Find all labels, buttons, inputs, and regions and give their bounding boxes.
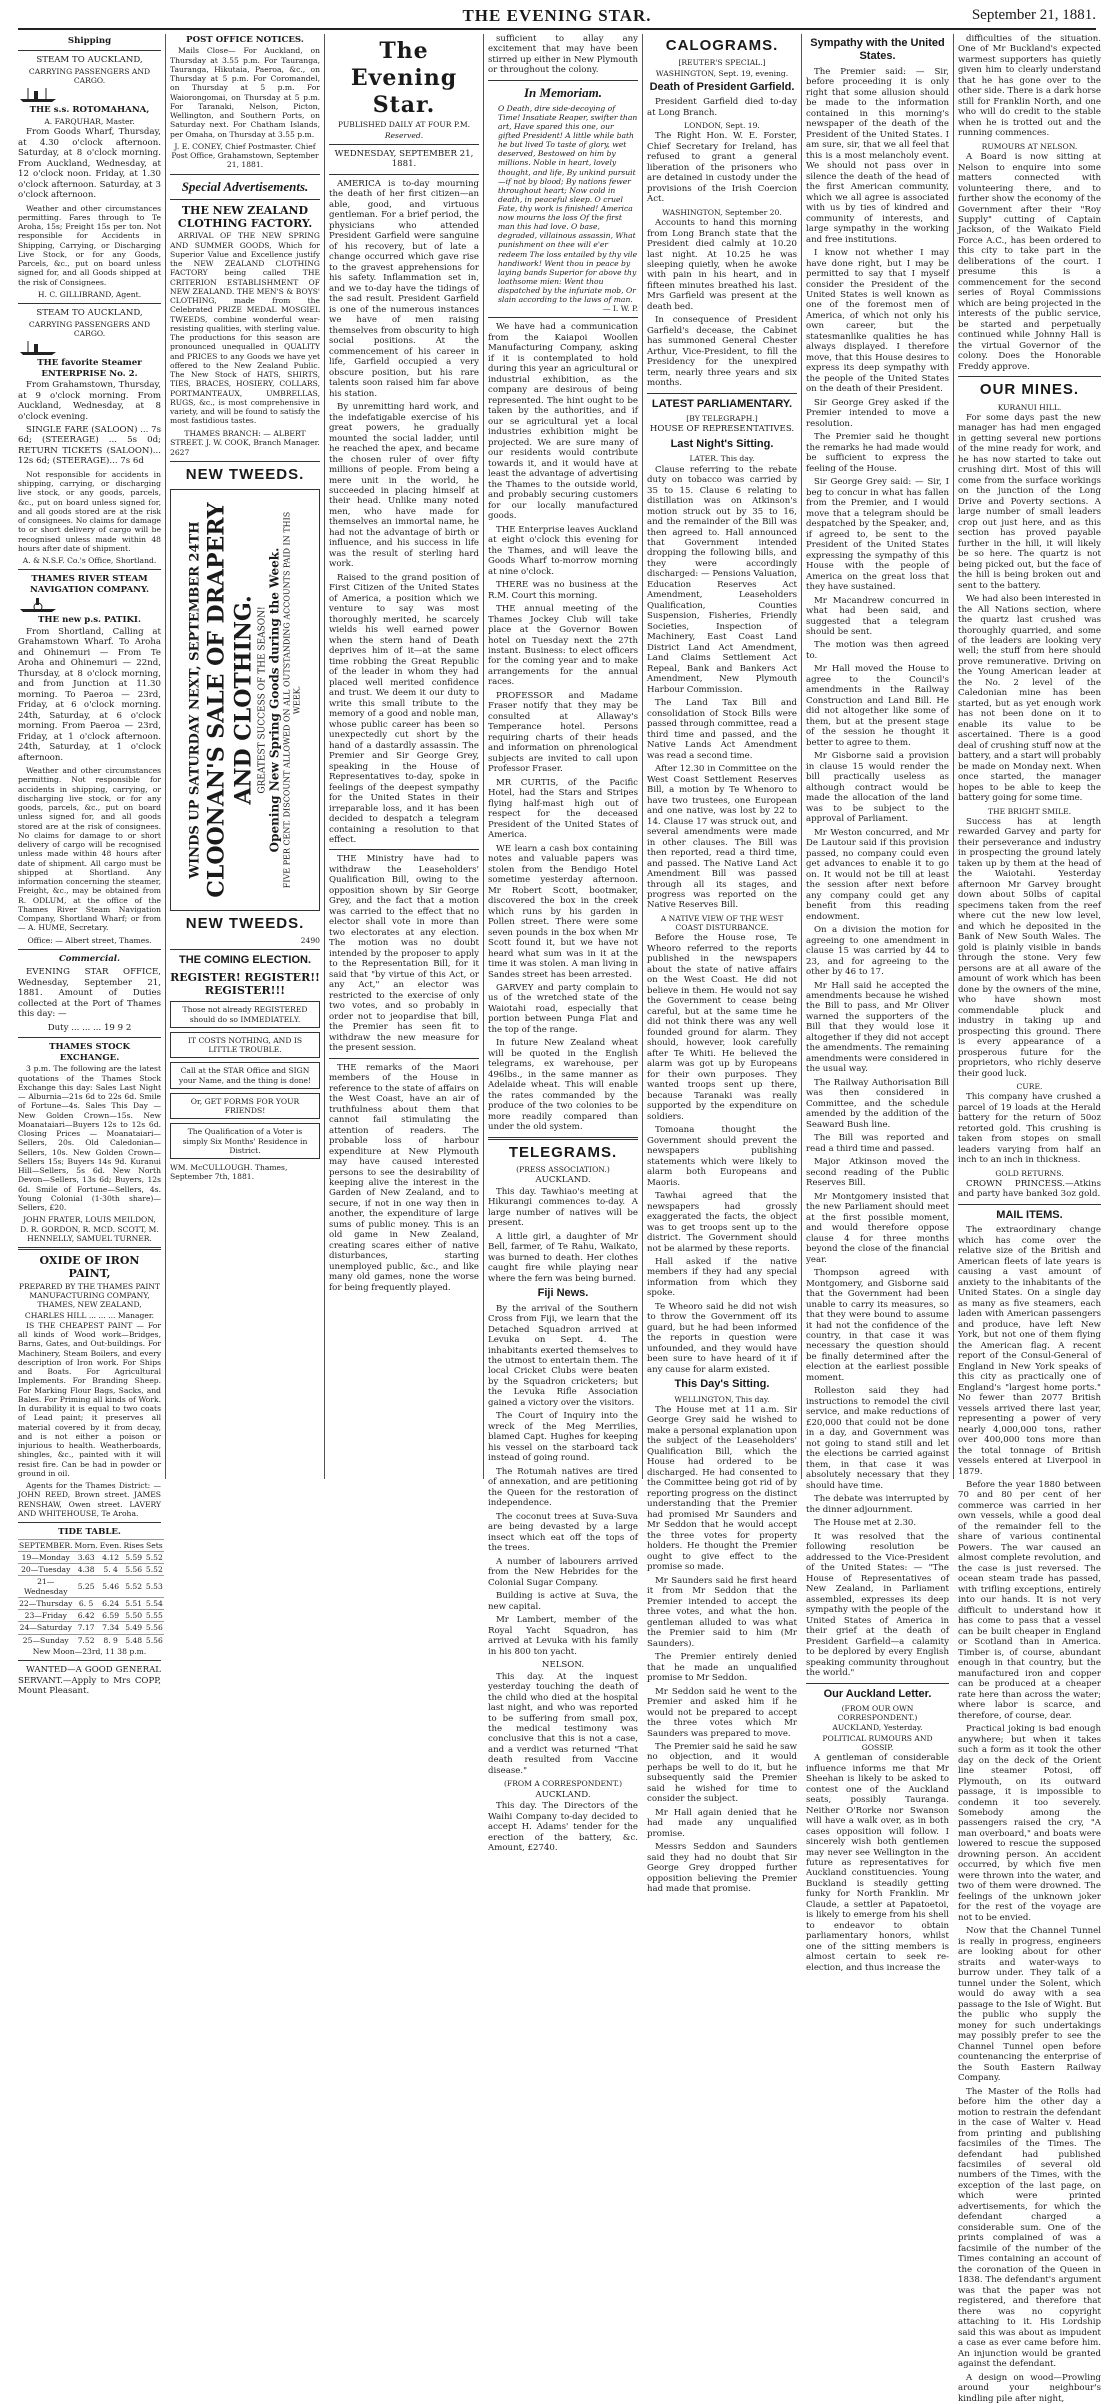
subheading: POLITICAL RUMOURS AND GOSSIP. [822,1733,933,1752]
article-paragraph: Now that the Channel Tunnel is really in progress, engineers are looking about for other straits and water-ways to burrow under. They talk of a tunnel under the Solent, which would do away with a sea passage to the Isle of Wight. But the public who supply the money for such undertakings may possibly prefer to see the Channel Tunnel open before countenancing the enterprise of the South Eastern Railway Company. [958,1926,1101,2084]
register-notice: The Qualification of a Voter is simply Six Months' Residence in District. [170,1123,320,1159]
parliament-paragraph: Hall asked if the native members if they had any special information from which they spoke. [647,1256,797,1299]
parliament-paragraph: After 12.30 in Committee on the West Coast Settlement Reserves Bill, a motion by Te Whenoro to have two trustees, one European and one native, was lost by 22 to 14. Clause 17 was struck out, and several amendments were made in other clauses. The Bill was then reported, read a third time, and passed. The Native Land Act Amendment Bill was passed through all its stages, and progress was reported on the Native Reserves Bill. [647,764,797,911]
article-paragraph: sufficient to allay any excitement that may have been stirred up either in New Plymouth or throughout the colony. [488,34,638,76]
cable-paragraph: In consequence of President Garfield's decease, the Cabinet has summoned General Chester Arthur, Vice-President, to fill the Presidency for the unexpired term, nearly three years and six months. [647,315,797,389]
article-paragraph: I know not whether I may have done right, but I may be permitted to say that I myself consider the President of the United States is well known as one of the foremost men of America, of which not only his own career, but the statesmanlike qualities he has always displayed. I therefore move, that this House desires to express its deep sympathy with the people of the United States on the death of their President. [806,248,949,395]
ad-number: 2490 [300,936,320,945]
parliament-paragraph: The Premier said he said he saw no objection, and it would perhaps be well to do it, but he subsequently said the Premier said he wished for time to consider the subject. [647,1741,797,1805]
article-paragraph: Mr Hall said he accepted the amendments because he wished the Bill to pass, and Mr Oliver warned the supporters of the Bill that they would lose it altogether if they did not accept the amendments. The remaining amendments were considered in the usual way. [806,980,949,1075]
table-row: 22—Thursday 6. 5 6.24 5.51 5.54 [19,1598,163,1608]
table-row: 19—Monday 3.63 4.12 5.59 5.52 [18,1551,164,1563]
dateline: WELLINGTON, This day. [674,1394,770,1404]
register-notice: IT COSTS NOTHING, AND IS LITTLE TROUBLE. [170,1032,320,1059]
column-rule [165,34,166,1479]
article-paragraph: Before the year 1880 between 70 and 80 per cent of her commerce was carried in her own vessels, while a good deal of the remainder fell to the share of various continental Powers. The war caused an almost complete revolution, and the case is just reversed. The ocean steam trade has passed, with trifling exceptions, entirely into our hands. It is not very difficult to understand how it has come to pass that a vessel can be built cheaper in England or Scotland than in America. Timber is, of course, abundant enough in that country, but the manufactured iron and copper can be produced at a cheaper rate here than across the water; where labor is scarce, and therefore, of course, dear. [958,1479,1101,1721]
register-banner: REGISTER! REGISTER!! REGISTER!!! [170,970,320,998]
article-paragraph: Mr Weston concurred, and Mr De Lautour said if this provision passed, no company could even get advances to enable it to go on. It would not be till at least the session after next before any company could get any benefit from this reading endowment. [806,827,949,922]
special-ads-heading: Special Advertisements. [181,178,309,194]
sale-dates: WINDS UP SATURDAY NEXT, SEPTEMBER 24TH [187,521,203,879]
ship-master: A. FARQUHAR, Master. [44,116,135,126]
article-paragraph: Success has at length rewarded Garvey and party for their perseverance and industry in prospecting the ground lately taken up by them at the head of the Waiotahi. Yesterday afternoon Mr Garvey brought down about 50lbs of capital specimens taken from the reef where cut the new low level, and which he deposited in the Bank of New South Wales. The gold is plainly visible in bands through the stone. Very few persons are at all aware of the amount of work which has been done by the owners of the mine, who have shown most commendable pluck and industry in taking up and prospecting this ground. There is every appearance of a prosperous future for the proprietors, who richly deserve their good luck. [958,816,1101,1079]
garfield-death-heading: Death of President Garfield. [649,80,795,93]
notes-text: Weather and other circumstances permitting. Not responsible for accidents in shipping, carrying, or discharging live stock, or for any goods, parcels, &c., put on board unless signed for, and all goods stored are at the risk of consignees. No claims for damage to or short delivery of cargo will be recognised unless made within 48 hours after date of shipment. All cargo must be shipped at Shortland. Any information concerning the steamer, Freight, &c., may be obtained from R. ODLUM, at the office of the Thames River Steam Navigation Company, Shortland Wharf; or from — A. HUME, Secretary. [18,766,161,933]
article-paragraph: The motion was then agreed to. [806,640,949,661]
editorial-paragraph: THE Ministry have had to withdraw the Leaseholders' Qualification Bill, owing to the opposition shown by Sir George Grey, and the fact that a motion was carried to the effect that no elector shall vote in more than two electorates at any election. The motion was no doubt intended by the proposer to apply to the Representation Bill, for it said that "by virtue of this Act, or any Act," an elector was restricted to the exercise of only two votes, and so probably in order not to jeopardise that bill, the Premier has seen fit to withdraw the new measure for the present session. [329,854,479,1054]
correspondent-note: (FROM A CORRESPONDENT.) [503,1779,623,1789]
sale-opening: Opening New Spring Goods during the Week. [268,547,283,853]
poem-signature: — I. W. P. [602,304,638,314]
dateline-city: NELSON. [541,1660,585,1671]
sale-discount: FIVE PER CENT. DISCOUNT ALLOWED ON ALL OUTSTANDING ACCOUNTS PAID IN THIS WEEK. [282,511,302,888]
paint-agents: Agents for the Thames District: — JOHN REED, Brown street. JAMES RENSHAW, Owen street. LAVERY AND WHITEHOUSE, Te Aroha. [18,1481,161,1518]
clothing-factory-text: ARRIVAL OF THE NEW SPRING AND SUMMER GOODS, Which for Superior Value and Excellence justify the NEW ZEALAND CLOTHING FACTORY being called THE CRITERION ESTABLISHMENT OF NEW ZEALAND. THE MEN'S & BOYS' CLOTHING, made from the Celebrated PRIZE MEDAL MOSGIEL TWEEDS, combine wonderful wear-resisting qualities, with sterling value. The productions for this season are pronounced unequalled in QUALITY and PRICES to any Goods we have yet offered to the New Zealand Public. The New Stock of HATS, SHIRTS, TIES, BRACES, HOSIERY, COLLARS, PORTMANTEAUX, UMBRELLAS, RUGS, &c., is most comprehensive in variety, and will be found to satisfy the most fastidious tastes. [170,231,320,426]
notes-text: Not responsible for accidents in shipping, carrying, or discharging live stock, or any goods, parcels, &c., put on board unless signed for, and all goods stored are at the risk of consignees. No claims for damage to or short delivery of cargo will be recognised unless made within 48 hours after date of shipment. [18,469,161,553]
article-paragraph: Mr Hall moved the House to agree to the Council's amendments in the Railway Construction and Land Bill. He did not altogether like some of them, but at the present stage of the session he thought it better to agree to them. [806,664,949,748]
post-office-heading: POST OFFICE NOTICES. [186,35,304,45]
editorial-paragraph: Raised to the grand position of First Citizen of the United States of America, a position which we venture to say was most thoroughly merited, he scarcely wields his well earned power when the stern hand of Death deprives him of it—at the same time robbing the Great Republic of the leader in whom they had placed well merited confidence and trust. We deem it our duty to write this small tribute to the memory of a good and noble man, whose public career has been so unexpectedly cut short by the hand of a dastardly assassin. The Premier and Sir George Grey, speaking in the House of Representatives to-day, spoke in feelings of the deepest sympathy for the United States in their irreparable loss, and it has been decided to despatch a telegram containing a resolution to that effect. [329,572,479,845]
article-paragraph: In future New Zealand wheat will be quoted in the English telegrams, ex warehouse, per 496lbs., in the same manner as Adelaide wheat. This will enable the rates commanded by the produce of the two colonies to be more readily compared than under the old system. [488,1038,638,1133]
parliament-paragraph: Mr Hall again denied that he had made any unqualified promise. [647,1807,797,1839]
article-paragraph: THE annual meeting of the Thames Jockey Club will take place at the Governor Bowen hotel on Tuesday next the 27th instant. Business: to elect officers for the coming year and to make arrangements for the annual races. [488,604,638,688]
article-paragraph: On a division the motion for agreeing to one amendment in clause 15 was carried by 44 to 23, and for agreeing to the other by 46 to 17. [806,925,949,978]
steamship-icon [18,87,161,103]
tide-table-header: SEPTEMBER. Morn. Even. Rises Sets [19,1540,163,1550]
parliament-paragraph: The Premier entirely denied that he made an unqualified promise to Mr Seddon. [647,1652,797,1684]
table-row: 20—Tuesday 4.38 5. 4 5.56 5.52 [18,1564,164,1576]
ship-name: THE new p.s. PATIKI. [38,615,141,626]
sale-title: CLOONAN'S SALE OF DRAPERY [203,502,230,898]
telegram-paragraph: A little girl, a daughter of Mr Bell, farmer, of Te Rahu, Waikato, was burned to death. Her clothes caught fire while playing near where the fern was being burned. [488,1231,638,1284]
column-7 [958,34,1101,2404]
cable-paragraph: The Right Hon. W. E. Forster, Chief Secretary for Ireland, has refused to grant a general liberation of the prisoners who are detained in custody under the provisions of the Irish Coercion Act. [647,131,797,205]
house-heading: HOUSE OF REPRESENTATIVES. [649,424,795,435]
schedule-text: From Goods Wharf, Thursday, at 4.30 o'clock afternoon. Saturday, at 8 o'clock morning. From Auckland, Wednesday, at 12 o'clock noon. Friday, at 1.30 o'clock afternoon. Saturday, at 3 o'clock afternoon. [18,127,161,201]
telegram-paragraph: This day. The Directors of the Waihi Company to-day decided to accept H. Adams' tender for the erection of the battery, &c. Amount, £2740. [488,1801,638,1854]
paddle-steamer-icon [18,597,161,613]
article-paragraph: Sir George Grey said: — Sir, I beg to concur in what has fallen from the Premier, and I would move that a telegram should be despatched by the Speaker, and, if agreed to, be sent to the President of the United States expressing the sympathy of this House with the people of America on the great loss that they have sustained. [806,477,949,593]
paint-manager: CHARLES HILL ... ... ... Manager. [24,1310,155,1320]
telegram-paragraph: By the arrival of the Southern Cross from Fiji, we learn that the Detached Squadron arrived at Levuka on Sept. 4. The inhabitants exerted themselves to the utmost to entertain them. The local Cricket Clubs were beaten by the Squadron cricketers; but the Levuka Rifle Association gained a victory over the visitors. [488,1303,638,1408]
schedule-text: From Grahamstown, Thursday, at 9 o'clock morning. From Auckland, Wednesday, at 8 o'clock evening. [18,380,161,422]
article-paragraph: We have had a communication from the Kaiapoi Woollen Manufacturing Company, asking if it is contemplated to hold during this year an agricultural or industrial exhibition, as the company are desirous of being represented. The hint ought to be taken by the authorities, and if our se agricultural yet a local industries exhibition might be projected. We are sure many of our residents would contribute towards it, and it would have at least the advantage of advertising the Thames to the outside world, and probably securing customers for our locally manufactured goods. [488,322,638,522]
fiji-heading: Fiji News. [537,1287,589,1300]
brokers-list: JOHN FRATER, LOUIS MEILDON, D. R. GORDON, R. MCD. SCOTT, M. HENNELLY, SAMUEL TURNER. [20,1215,159,1243]
cloonan-sale-ad [170,489,320,911]
column-rule [953,34,954,1479]
article-paragraph: For some days past the new manager has had men engaged in getting several new portions of the mine ready for work, and he has now started to take out crushing dirt. Most of this will come from the surface workings on the junction of the Long Drive and Poverty sections. A large number of small leaders crop out just here, and as this section has proved payable further in the hill, it will likely be so here. The quartz is not being picked out, but the face of the hill is being broken out and sent to the battery. [958,412,1101,591]
stock-exchange-text: 3 p.m. The following are the latest quotations of the Thames Stock Exchange this day: Sales Last Night — Alburnia—21s 6d to 22s 6d. Smile of Fortune—4s. Sales This Day — New Golden Crown—15s. New Moanataiari—Buyers 12s to 12s 6d. Closing Prices — Moanataiari—Sellers, 20s. Old Caledonian—Sellers, 10s. New Golden Crown—Sellers 15s; Buyers 14s 9d. Kuranui Hill—Sellers, 5s 6d. New North Devon—Sellers, 13s 6d; Buyers, 12s 6d. Smile of Fortune—Sellers, 4s. Young Colonial (1-30th share)—Sellers, £20. [18,1064,161,1213]
sale-subtitle: AND CLOTHING. [230,595,257,805]
telegram-paragraph: The Rotumah natives are tired of annexation, and are petitioning the Queen for the restoration of independence. [488,1466,638,1509]
reuter-note: [REUTER'S SPECIAL.] [678,58,766,68]
branch-address: THAMES BRANCH: — ALBERT STREET. J. W. COOK, Branch Manager. [170,428,320,447]
paint-ad-subtitle: PREPARED BY THE THAMES PAINT MANUFACTURING COMPANY, THAMES, NEW ZEALAND, [18,1281,161,1310]
dateline: LATER. This day. [689,454,755,464]
office-address: Office: — Albert street, Thames. [27,935,152,945]
wanted-ad: WANTED—A GOOD GENERAL SERVANT.—Apply to Mrs COPP, Mount Pleasant. [18,1665,161,1697]
article-paragraph: WE learn a cash box containing notes and valuable papers was stolen from the Bendigo Hotel sometime yesterday afternoon. Mr Robert Scott, bootmaker, discovered the box in the creek which runs by his garden in Pollen street. There were some seven pounds in the box when Mr Scott found it, but we have not heard what sum was in it at the time it was stolen. A man living in Sandes street has been arrested. [488,843,638,980]
stock-exchange-heading: THAMES STOCK EXCHANGE. [49,1042,130,1063]
article-paragraph: This company have crushed a parcel of 19 loads at the Herald battery for the return of 50oz retorted gold. This crushing is taken from stopes on small leaders varying from half an inch to an inch in thickness. [958,1092,1101,1166]
dateline: WASHINGTON, Sept. 19, evening. [655,68,789,78]
tide-table [18,1539,164,1646]
ship-name: THE s.s. ROTOMAHANA, [29,105,150,116]
new-tweeds-heading: NEW TWEEDS. [185,466,305,484]
column-5 [647,34,797,1895]
parliament-paragraph: The House met at 11 a.m. Sir George Grey said he wished to make a personal explanation upon the subject of the Leaseholders' Qualification Bill, which the House had ordered to be discharged. He had consented to the Committee being got rid of by reporting progress on the distinct understanding that the Premier had promised Mr Saunders and Mr Seddon that he would accept the three votes for property holders. He thought the Premier ought to give effect to the promise so made. [647,1404,797,1573]
dateline-city: AUCKLAND. [535,1175,591,1186]
parliament-paragraph: Mr Seddon said he went to the Premier and asked him if he would not be prepared to accept the three votes which Mr Saunders was prepared to move. [647,1686,797,1739]
article-paragraph: The Premier said: — Sir, before proceeding it is only right that some allusion should be made to the information contained in this morning's newspaper of the death of the President of the United States. I am sure, sir, that we all feel that this is a most melancholy event. We should not pass over in silence the death of the head of the first American community, which we all agree is associated with us by ties of kindred and community of interests, and large sympathy in the working and free institutions. [806,66,949,245]
column-2 [170,34,320,1479]
telegram-paragraph: This day. At the inquest yesterday touching the death of the child who died at the hospital last night, and who was reported to be suffering from small pox, the medical testimony was conclusive that this is not a case, and a verdict was returned "That death resulted from Vaccine disease." [488,1671,638,1776]
table-row: 21—Wednesday 5.25 5.46 5.52 5.53 [18,1576,164,1598]
article-paragraph: GARVEY and party complain to us of the wretched state of the Waiotahi road, especially that portion between Punga Flat and the top of the range. [488,983,638,1035]
column-1 [18,34,163,1697]
column-3 [329,34,479,1479]
auckland-letter-heading: Our Auckland Letter. [823,1687,932,1700]
sympathy-heading: Sympathy with the United States. [810,37,945,63]
memoriam-heading: In Memoriam. [523,84,602,100]
telegram-paragraph: A number of labourers arrived from the New Hebrides for the Colonial Sugar Company. [488,1556,638,1588]
header-date: September 21, 1881. [971,7,1096,23]
dateline-city: AUCKLAND. [535,1789,591,1800]
paint-ad-title: OXIDE OF IRON PAINT, [39,1254,140,1281]
dateline: LONDON, Sept. 19. [684,121,760,131]
schedule-text: From Shortland, Calling at Grahamstown Wharf. To Aroha and Ohinemuri — From Te Aroha and Ohinemuri — 22nd, Thursday, at 8 o'clock morning, and from Junction at 11.30 morning. To Paeroa — 23rd, Friday, at 6 o'clock morning. 24th, Saturday, at 6 o'clock morning. From Paeroa — 23rd, Friday, at 1 o'clock afternoon. 24th, Saturday, at 1 o'clock afternoon. [18,626,161,763]
new-tweeds-heading: NEW TWEEDS. [185,914,305,932]
page-header [18,4,1096,30]
paint-ad-text: IS THE CHEAPEST PAINT — For all kinds of Wood work—Bridges, Barns, Gates, and Out-buildings. For Machinery, Steam Boilers, and every description of Iron work. For Ships and Boats. For Agricultural Implements. For Branding Sheep. For Marking Flour Bags, Sacks, and Bales. For Priming all kinds of Work. In durability it is equal to two coats of Lead paint; it preserves all material covered by it from decay, and is not either a poison or injurious to health. Weatherboards, shingles, &c., painted with it will resist fire. Can be had in powder or ground in oil. [18,1320,161,1478]
article-paragraph: The Premier said he thought the remarks he had made would be sufficient to express the feeling of the House. [806,432,949,474]
article-paragraph: Thompson agreed with Montgomery, and Gisborne said that the Government had been unable to carry its measures, so that they were bound to assume it had not the confidence of the country, in that case it was necessary the question should be finally determined after the election at the earliest possible moment. [806,1268,949,1383]
column-rule [801,34,802,1479]
notes-text: Weather and other circumstances permitting. Fares through to Te Aroha, 15s; Freight 15s per ton. Not responsible for Accidents in Shipping, Carrying, or Discharging Live Stock, or for any Goods, Parcels, &c., put on board unless signed for, and all Goods shipped at the risk of Consignees. [18,203,161,287]
agent-name: A. & N.S.F. Co.'s Office, Shortland. [22,556,157,566]
editorial-paragraph: THE remarks of the Maori members of the House in reference to the state of affairs on the West Coast, have an air of truthfulness about them that cannot fail stimulating the attention of readers. The probable loss of harbour expenditure at New Plymouth may have caused interested persons to see the desirability of keeping alive the interest in the Garden of New Zealand, and to secure, if not in one way then in another, the expenditure of large sums of public money. This is an old game in New Zealand, creating scares either of native disturbances, starting unemployed public, &c., and like many old games, none the worse for being frequently played. [329,1062,479,1293]
editorial-paragraph: By unremitting hard work, and the indefatigable exercise of his great powers, he gradually mounted the social ladder, until he reached the apex, and became the chosen ruler of over fifty millions of people. From being a mere unit in the world, he succeeded in placing himself at their head. Unlike many noted men, who have made for themselves an immortal name, he had not the advantage of birth or influence, and his success in life was the result of sterling hard work. [329,402,479,570]
parliament-paragraph: Clause referring to the rebate duty on tobacco was carried by 35 to 15. Clause 6 relating to distillation was on Atkinson's motion struck out by 35 to 16, and the remainder of the Bill was then agreed to. Hall announced that Government intended dropping the following bills, and they were accordingly discharged: — Pensions Valuation, Education Reserves Act Amendment, Leaseholders Qualification, Counties Suspension, Fisheries, Friendly Societies, Inspection of Machinery, East Coast Land District Land Act Amendment, Land Claims Settlement Act Repeal, Bank and Bankers Act Amendment, New Plymouth Harbour Commission. [647,464,797,695]
article-paragraph: Mr Gisborne said a provision in clause 15 would render the bill practically useless as although contract would be made the allocation of the land was to be subject to the approval of Parliament. [806,751,949,825]
postmaster-sign: J. E. CONEY, Chief Postmaster. Chief Post Office, Grahamstown, September 21, 1881. [171,141,319,170]
election-heading: THE COMING ELECTION. [179,954,311,967]
telegram-paragraph: The Court of Inquiry into the wreck of the Meg Merrilies, blamed Capt. Hughes for keeping his vessel on the starboard tack instead of going round. [488,1411,638,1464]
last-night-heading: Last Night's Sitting. [670,437,774,450]
parliament-paragraph: Tawhai agreed that the newspapers had grossly exaggerated the facts, the object was to get troops sent up to the district. The Government should not be alarmed by these reports. [647,1191,797,1254]
shipping-heading: Shipping [67,36,112,46]
article-paragraph: The Master of the Rolls had before him the other day a motion to restrain the defendant in the case of Walter v. Head from printing and publishing facsimiles of the Times. The defendant had published facsimiles of several old numbers of the Times, with the exception of the last page, on which were printed advertisements, for which the defendant charged a considerable sum. One of the prints complained of was a facsimile of the number of the Times containing an account of the coronation of the Queen in 1838. The defendant's argument was that the paper was not registered, and therefore that there was no copyright attaching to it. His Lordship said this was about as impudent a case as ever came before him. An injunction would be granted against the defendant. [958,2086,1101,2370]
dateline: AUCKLAND, Yesterday. [832,1723,923,1733]
table-row: 25—Sunday 7.52 8. 9 5.48 5.56 [18,1634,164,1646]
mines-heading: OUR MINES. [979,381,1080,399]
subheading: GOLD RETURNS. [995,1168,1064,1178]
ad-number: 2627 [170,448,190,458]
sale-tagline: GREATEST SUCCESS OF THE SEASON! [257,606,268,794]
agent-name: H. C. GILLIBRAND, Agent. [37,289,142,299]
this-day-heading: This Day's Sitting. [674,1378,770,1391]
newspaper-title: The Evening Star. [350,38,458,118]
ad-title: STEAM TO AUCKLAND, [36,55,143,66]
mail-items-heading: MAIL ITEMS. [996,1208,1063,1221]
tide-table-heading: TIDE TABLE. [58,1527,121,1538]
ship-name: THE favorite Steamer ENTERPRISE No. 2. [37,358,142,379]
column-rule [642,34,643,1479]
article-paragraph: THE Enterprise leaves Auckland at eight o'clock this evening for the Thames, and will leave the Goods Wharf to-morrow morning at nine o'clock. [488,524,638,577]
duty-amount: Duty ... ... ... 19 9 2 [47,1022,132,1033]
telegram-paragraph: Building is active at Suva, the new capital. [488,1591,638,1612]
article-paragraph: CROWN PRINCESS.—Atkins and party have banked 3oz gold. [958,1178,1101,1200]
article-paragraph: We had also been interested in the All Nations section, where the quartz last crushed was thoroughly quarried, and some of the leaders are looking very well; the stuff from here should prove remunerative. Driving on the Young American leader at the No. 2 level of the Caledonian mine has been started, but as yet enough work has not been done on it to enable its value to be ascertained. There is a good deal of crushing stuff now at the battery, and a start will probably be made on Monday next. When once started, the manager hopes to be able to keep the battery going for some time. [958,594,1101,804]
parliament-paragraph: Messrs Seddon and Saunders said they had no doubt that Sir George Grey dropped further opposition believing the Premier had made that promise. [647,1842,797,1895]
commercial-heading: Commercial. [58,953,121,964]
subheading: KURANUI HILL. [997,402,1062,412]
calograms-heading: CALOGRAMS. [665,37,779,54]
cable-paragraph: Accounts to hand this morning from Long Branch state that the President died calmly at 10.20 last night. At 10.25 he was sleeping quietly, when he awoke with pain in his heart, and in fifteen minutes breathed his last. Mrs Garfield was present at the death bed. [647,218,797,312]
register-sign: WM. McCULLOUGH. Thames, September 7th, 1881. [170,1163,288,1182]
register-notice: Or, GET FORMS FOR YOUR FRIENDS! [170,1093,320,1120]
article-paragraph: MR CURTIS, of the Pacific Hotel, had the Stars and Stripes flying half-mast high out of respect for the deceased President of the United States of America. [488,777,638,841]
table-row: 24—Saturday 7.17 7.34 5.49 5.56 [19,1623,163,1633]
parliament-paragraph: Before the House rose, Te Wheoro referred to the reports published in the newspapers about the state of native affairs on the West Coast. He did not believe in them. He would not say the Government to cease being careful, but at the same time he did not think there was any well founded ground for alarm. They should, however, look carefully after Te Whiti. He believed the alarm was got up by Europeans for their own purposes. They wanted troops sent up there, because Taranaki was really supported by the expenditure on soldiers. [647,933,797,1122]
subheading: THE BRIGHT SMILE. [987,806,1072,816]
parliament-paragraph: The Land Tax Bill and consolidation of Stock Bills were passed through committee, read a third time and passed, and the Native Lands Act Amendment was read a second time. [647,698,797,761]
cable-paragraph: President Garfield died to-day at Long Branch. [647,97,797,118]
subheading: RUMOURS AT NELSON. [981,141,1078,151]
article-paragraph: The debate was interrupted by the dinner adjournment. [806,1494,949,1515]
publication-note: PUBLISHED DAILY AT FOUR P.M. [337,120,471,130]
article-paragraph: difficulties of the situation. One of Mr Buckland's expected warmest supporters has quietly given him to clearly understand that he has gone over to the other side. There is a dark horse still for Franklin North, and one who will do credit to the stable when he is trotted out and the running commences. [958,34,1101,139]
column-6 [806,34,949,1973]
clothing-factory-title: THE NEW ZEALAND CLOTHING FACTORY. [177,203,313,230]
column-rule [324,34,325,1479]
parliament-paragraph: Te Wheoro said he did not wish to throw the Government off its guard, but he had been informed the reports in question were unfounded, and they would have been sure to have heard of it if any cause for alarm existed. [647,1301,797,1375]
article-paragraph: It was resolved that the following resolution be addressed to the Vice-President of the United States: — "The House of Representatives of New Zealand, in Parliament assembled, expresses its deep sympathy with the people of the United States of America in their grief at the death of President Garfield—a calamity to be deplored by every English speaking community throughout the world." [806,1531,949,1679]
article-paragraph: A Board is now sitting at Nelson to enquire into some matters connected with volunteering there, and to further show the economy of the Government after their "Roy Supply" cutting of Captain Jackson, of the Waikato Field Force A.C., has been ordered to this city to take part in the deliberations of the court. I presume this is a commencement for the second series of Royal Commissions which are being projected in the interests of the public service, be started and perpetually continued while Johnny Hall is the virtual Governor of the colony. Does the Honorable Freddy approve. [958,152,1101,372]
telegrams-heading: TELEGRAMS. [508,1143,618,1161]
parliament-paragraph: Tomoana thought the Government should prevent the newspapers publishing statements which were likely to alarm both Europeans and Maoris. [647,1125,797,1188]
article-paragraph: A gentleman of considerable influence informs me that Mr Sheehan is likely to be asked to contest one of the Auckland seats, possibly Tauranga. Neither O'Rorke nor Swanson will have a walk over, as in both cases opposition will follow. I sincerely wish both gentlemen may never see Wellington in the future as representatives for Auckland constituencies. Young Buckland is steadily getting funky for North Franklin. Mr Claude, a settler at Papatoetoi, is likely to emerge from his shell to endeavor to obtain parliamentary honors, whilst one of the sitting members is almost certain to seek re-election, and thus increase the [806,1753,949,1973]
telegraph-note: [BY TELEGRAPH.] [686,414,758,424]
parliamentary-heading: LATEST PARLIAMENTARY. [651,397,793,410]
article-paragraph: PROFESSOR and Madame Fraser notify that they may be consulted at Allaway's Temperance hotel. Persons requiring charts of their heads and information on phrenological subjects are invited to call upon Professor Fraser. [488,690,638,775]
reserved-note: Reserved. [384,130,424,140]
telegram-paragraph: Mr Lambert, member of the Royal Yacht Squadron, has arrived at Levuka with his family in his 800 ton yacht. [488,1615,638,1657]
article-paragraph: Sir George Grey asked if the Premier intended to move a resolution. [806,397,949,429]
article-paragraph: Mr Macandrew concurred in what had been said, and suggested that a telegram should be sent. [806,595,949,637]
ad-title: THAMES RIVER STEAM NAVIGATION COMPANY. [29,574,150,595]
telegram-paragraph: This day. Tawhiao's meeting at Hikurangi commences to-day. A large number of natives will be present. [488,1186,638,1229]
memoriam-poem: O Death, dire side-decoying of Time! Insatiate Reaper, swifter than art, Have spared this one, our gifted President! A little while bath he but lived To taste of glory, wet deserved, Bestowed on him by millions. Noble in heart, lovely thought, and life, By unkind pursuit—if not by blood; By nations fewer throughout heart; Now cold in death, in peaceful sleep. O cruel Fate, thy work is finished! America now mourns the loss Of the first man this had love. O base, degraded, villainous assassin, What punishment on thee will e'er redeem The loss entailed by thy vile handiwork! Went thou in peace by laying bands Superior for above thy loathsome mien: Went thou dispatched by the infuriate mob, Or slain according to the laws of man. [498,103,638,305]
article-paragraph: Rolleston said they had instructions to remodel the civil service, and make reductions of £20,000 that could not be done in a day, and Government was not going to stand still and let the elections be carried against them, in that case it was absolutely necessary that they should have time. [806,1386,949,1491]
article-paragraph: The House met at 2.30. [814,1518,917,1529]
fares-text: SINGLE FARE (SALOON) ... 7s 6d; (STEERAGE) ... 5s 0d; RETURN TICKETS (SALOON)... 12s 6d; (STEERAGE)... 7s 6d [18,424,161,467]
commercial-text: EVENING STAR OFFICE, Wednesday, September 21, 1881. Amount of Duties collected at the Port of Thames this day: — [18,967,161,1020]
ad-title: STEAM TO AUCKLAND, [36,308,143,319]
masthead: THE EVENING STAR. [462,6,652,25]
column-rule [483,34,484,1479]
ad-subtitle: CARRYING PASSENGERS AND CARGO. [28,319,151,338]
editorial-dateline: WEDNESDAY, SEPTEMBER 21, 1881. [334,148,474,170]
telegram-paragraph: The coconut trees at Suva-Suva are being devasted by a large insect which eat off the tops of the trees. [488,1511,638,1554]
article-paragraph: Mr Montgomery insisted that the new Parliament should meet at the first possible moment, and would therefore oppose clause 4 for three months beyond the close of the financial year. [806,1191,949,1265]
parliament-paragraph: Mr Saunders said he first heard it from Mr Seddon that the Premier intended to accept the three votes, and what the hon. gentleman alluded to was what the Premier said to him (Mr Saunders). [647,1575,797,1649]
subheading: A NATIVE VIEW OF THE WEST COAST DISTURBANCE. [660,913,784,933]
article-paragraph: The Railway Authorisation Bill was then considered in Committee, and the schedule amended by the addition of the Seaward Bush line. [806,1077,949,1130]
ad-subtitle: CARRYING PASSENGERS AND CARGO. [28,66,151,86]
article-paragraph: Major Atkinson moved the second reading of the Public Reserves Bill. [806,1157,949,1189]
steamship-icon [18,340,161,356]
table-row: 23—Friday 6.42 6.59 5.50 5.55 [18,1610,164,1622]
register-notice: Those not already REGISTERED should do so IMMEDIATELY. [170,1001,320,1028]
article-paragraph: Practical joking is bad enough anywhere; but when it takes such a form as it took the other day on the deck of the Orient line steamer Potosi, off Plymouth, on its outward passage, it is impossible to condemn it too severely. Somebody among the passengers raised the cry, "A man overboard," and boats were lowered to rescue the supposed drowning person. An accident occurred, by which five men were thrown into the water, and two of them were drowned. The feelings of the unknown joker for the rest of the voyage are not to be envied. [958,1724,1101,1923]
correspondent-note: (FROM OUR OWN CORRESPONDENT.) [837,1703,918,1723]
article-paragraph: The Bill was reported and read a third time and passed. [806,1133,949,1154]
article-paragraph: A design on wood—Prowling around your neighbour's kindling pile after night, [958,2372,1101,2404]
column-4 [488,34,638,1854]
press-association: (PRESS ASSOCIATION.) [516,1165,610,1175]
article-paragraph: The extraordinary change which has come over the relative size of the British and American fleets of late years is causing a vast amount of anxiety to the inhabitants of the United States. On a single day as many as five steamers, each laden with American passengers and produce, have left New York, but not one of them flying the American flag. A recent report of the Consul-General of England in New York speaks of this city as practically one of England's "largest home ports." No fewer than 2077 British vessels arrived there last year, representing a power of very nearly 4,000,000 tons, rather over 400,000 tons more than the total tonnage of British vessels entered at Liverpool in 1879. [958,1225,1101,1477]
register-notice: Call at the STAR Office and SIGN your Name, and the thing is done! [170,1062,320,1089]
dateline: WASHINGTON, September 20. [662,207,782,217]
editorial-paragraph: AMERICA is to-day mourning the death of her first citizen—an able, good, and virtuous gentleman. For a brief period, the physicians who attended President Garfield were sanguine of his recovery, but of late a change occurred which gave rise to the gravest apprehensions for his safety. Inflammation set in, and we to-day have the tidings of the sad result. President Garfield is one of the numerous instances we have of men raising themselves from obscurity to high social positions. At the commencement of his career in life, Garfield occupied a very obscure position, but his rare talents soon raised him far above his station. [329,178,479,399]
subheading: CURE. [1016,1082,1043,1092]
article-paragraph: THERE was no business at the R.M. Court this morning. [488,580,638,601]
post-office-text: Mails Close— For Auckland, on Thursday at 3.55 p.m. For Tauranga, Tauranga, Hikutaia, Paeroa, &c., on Thursday at 5 p.m. For Coromandel, on Thursday at 5 p.m. For Waiorongomai, on Thursday at 5 p.m. For Taranaki, Nelson, Picton, Wellington, and Southern Ports, on Saturday next. For Chatham Islands, per Omaha, on Thursday at 3.55 p.m. [170,46,320,139]
moon-phase: New Moon—23rd, 11 38 p.m. [32,1646,147,1656]
